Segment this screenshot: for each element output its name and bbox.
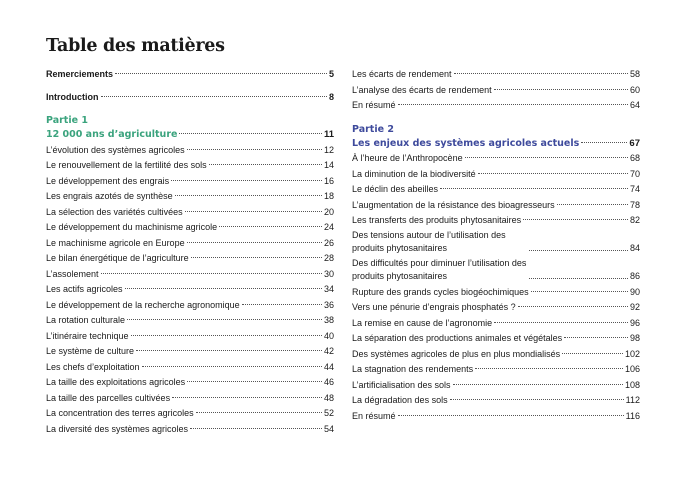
toc-entry[interactable] [352,378,640,394]
toc-entry[interactable] [46,375,334,391]
toc-entry-page: 98 [629,333,640,343]
toc-entry-title: Le développement du machinisme agricole [46,222,218,232]
dot-leader [242,304,322,305]
dot-leader [191,257,322,258]
toc-entry-page: 16 [323,175,334,186]
dot-leader [127,319,322,320]
part2-label: Partie 2 [352,123,394,135]
toc-entry-page: 116 [625,410,640,421]
toc-entry-page: 92 [629,302,640,312]
toc-entry[interactable] [46,422,334,438]
dot-leader [454,73,628,74]
dot-leader [494,89,628,90]
toc-entry-title: Le machinisme agricole en Europe [46,237,185,248]
dot-leader [187,381,322,382]
dot-leader [465,157,628,158]
dot-leader [562,353,623,354]
dot-leader [529,250,628,251]
page-title: Table des matières [46,36,225,56]
toc-entry-title: La taille des parcelles cultivées [46,392,171,403]
toc-entry[interactable] [46,158,334,174]
toc-entry-page: 42 [323,346,334,356]
dot-leader [185,211,322,212]
toc-entry-title: Vers une pénurie d’engrais phosphatés ? [352,302,516,312]
toc-entry-title: Le système de culture [46,346,135,356]
toc-entry-front[interactable] [46,90,334,106]
toc-entry-page: 14 [323,160,334,170]
toc-entry[interactable] [46,251,334,267]
toc-entry[interactable] [352,285,640,301]
toc-entry-page: 70 [629,168,640,179]
toc-entry-title: À l’heure de l’Anthropocène [352,153,463,163]
toc-entry[interactable] [352,182,640,198]
toc-entry[interactable] [352,213,640,229]
dot-leader [557,204,628,205]
toc-entry-page: 82 [629,215,640,225]
toc-entry-page: 20 [323,206,334,217]
dot-leader [475,368,623,369]
dot-leader [190,428,322,429]
toc-entry-page: 96 [629,317,640,328]
toc-entry-page: 54 [323,423,334,434]
toc-entry[interactable] [352,409,640,425]
toc-entry-title: La diminution de la biodiversité [352,168,476,179]
toc-entry-page: 36 [323,299,334,310]
toc-entry[interactable] [352,300,640,316]
toc-entry[interactable] [46,298,334,314]
toc-entry[interactable] [46,329,334,345]
toc-entry-title: Le renouvellement de la fertilité des sols [46,160,207,170]
toc-entry-title: L’assolement [46,268,99,279]
toc-entry-title: La concentration des terres agricoles [46,408,194,418]
toc-entry[interactable] [352,229,640,257]
part1-page: 11 [323,129,334,140]
toc-entry[interactable] [352,393,640,409]
toc-entry-page: 8 [328,91,334,102]
part2-entry-list [352,151,640,424]
dot-leader [581,142,627,143]
dot-leader [523,219,628,220]
toc-entry-title: Les engrais azotés de synthèse [46,191,173,201]
part1-heading[interactable] [46,127,334,143]
toc-entry-page: 90 [629,286,640,297]
dot-leader [171,180,322,181]
dot-leader [531,291,628,292]
toc-entry-page: 58 [629,69,640,79]
toc-entry-title: Le déclin des abeilles [352,184,439,194]
toc-entry-title: L’artificialisation des sols [352,379,451,390]
toc-entry-title: La rotation culturale [46,315,126,325]
dot-leader [564,337,628,338]
toc-entry[interactable] [352,151,640,167]
toc-entry[interactable] [352,83,640,99]
toc-entry-page: 86 [629,270,640,281]
toc-right-column [352,67,640,424]
toc-entry-title: L’analyse des écarts de rendement [352,84,492,95]
toc-entry[interactable] [46,174,334,190]
dot-leader [398,415,624,416]
dot-leader [398,104,628,105]
dot-leader [453,384,623,385]
toc-entry-title: Des tensions autour de l’utilisation des produits phytosanitaires [352,229,506,253]
dot-leader [440,188,628,189]
toc-entry[interactable] [46,344,334,360]
toc-entry[interactable] [46,236,334,252]
toc-entry-page: 48 [323,392,334,403]
toc-entry-title: Rupture des grands cycles biogéochimiques [352,286,529,297]
toc-entry[interactable] [46,143,334,159]
toc-entry-title: Des difficultés pour diminuer l’utilisation des produits phytosanitaires [352,257,527,281]
toc-entry-title: Le développement des engrais [46,175,170,186]
toc-entry-page: 74 [629,184,640,194]
toc-entry-title: Les chefs d’exploitation [46,361,140,372]
toc-entry-page: 78 [629,199,640,210]
toc-entry-page: 64 [629,100,640,110]
toc-entry-page: 102 [624,348,640,359]
dot-leader [131,335,322,336]
toc-entry-page: 38 [323,315,334,325]
dot-leader [125,288,322,289]
dot-leader [478,173,628,174]
toc-entry-page: 112 [625,395,640,405]
toc-entry[interactable] [46,282,334,298]
toc-entry-title: La diversité des systèmes agricoles [46,423,189,434]
dot-leader [494,322,628,323]
part2-title: Les enjeux des systèmes agricoles actuels [352,137,580,149]
toc-entry-title: L’itinéraire technique [46,330,129,341]
toc-entry-page: 40 [323,330,334,341]
dot-leader [187,242,322,243]
toc-entry[interactable] [352,198,640,214]
toc-entry[interactable] [46,391,334,407]
toc-entry-page: 34 [323,284,334,294]
toc-left-column [46,67,334,437]
toc-entry[interactable] [46,406,334,422]
dot-leader [172,397,322,398]
toc-entry-title: Des systèmes agricoles de plus en plus mondialisés [352,348,561,359]
dot-leader [142,366,322,367]
toc-entry-title: La stagnation des rendements [352,364,474,374]
dot-leader [101,96,327,97]
dot-leader [529,278,628,279]
toc-entry-page: 12 [323,144,334,155]
toc-entry-page: 28 [323,253,334,263]
toc-entry-title: En résumé [352,410,396,421]
toc-entry-title: L’évolution des systèmes agricoles [46,144,185,155]
dot-leader [115,73,327,74]
toc-entry-title: La sélection des variétés cultivées [46,206,183,217]
toc-entry[interactable] [352,316,640,332]
part1-title: 12 000 ans d’agriculture [46,129,178,140]
right-top-entry-list [352,67,640,114]
toc-entry-page: 106 [624,364,640,374]
dot-leader [101,273,322,274]
dot-leader [187,149,322,150]
part1-entry-list [46,143,334,438]
toc-entry[interactable] [352,347,640,363]
toc-entry-page: 24 [323,222,334,232]
dot-leader [196,412,322,413]
toc-entry[interactable] [46,220,334,236]
toc-entry-title: Les écarts de rendement [352,69,452,79]
toc-entry-title: Les transferts des produits phytosanitaires [352,215,522,225]
dot-leader [179,133,322,134]
toc-entry-page: 60 [629,84,640,95]
toc-entry[interactable] [46,267,334,283]
part1-label: Partie 1 [46,115,88,126]
toc-entry[interactable] [352,98,640,114]
dot-leader [450,399,624,400]
toc-entry-title: La remise en cause de l’agronomie [352,317,493,328]
toc-entry[interactable] [352,362,640,378]
toc-entry-page: 68 [629,153,640,163]
toc-entry-title: Le développement de la recherche agronomique [46,299,240,310]
dot-leader [518,306,628,307]
toc-entry-title: La séparation des productions animales et végétales [352,333,563,343]
toc-entry-title: Le bilan énergétique de l’agriculture [46,253,189,263]
toc-entry-page: 46 [323,377,334,387]
part2-heading[interactable] [352,136,640,152]
toc-entry[interactable] [352,167,640,183]
dot-leader [219,226,322,227]
toc-entry-title: En résumé [352,100,396,110]
part2-page: 67 [629,137,640,149]
toc-entry[interactable] [352,257,640,285]
toc-entry-page: 44 [323,361,334,372]
toc-entry[interactable] [46,360,334,376]
toc-entry-page: 84 [629,242,640,253]
toc-entry-front[interactable] [46,67,334,83]
toc-entry-page: 108 [624,379,640,390]
toc-entry-page: 18 [323,191,334,201]
toc-entry[interactable] [46,205,334,221]
toc-entry-page: 52 [323,408,334,418]
toc-entry[interactable] [46,313,334,329]
toc-entry-page: 26 [323,237,334,248]
toc-entry[interactable] [46,189,334,205]
dot-leader [175,195,322,196]
toc-entry-title: Les actifs agricoles [46,284,123,294]
dot-leader [136,350,322,351]
toc-entry[interactable] [352,331,640,347]
toc-entry-title: La dégradation des sols [352,395,448,405]
toc-entry-page: 5 [328,69,334,79]
toc-entry-page: 30 [323,268,334,279]
dot-leader [209,164,322,165]
toc-entry-title: Remerciements [46,69,114,79]
toc-entry-title: Introduction [46,91,99,102]
toc-entry-title: L’augmentation de la résistance des bioagresseurs [352,199,555,210]
toc-entry-title: La taille des exploitations agricoles [46,377,186,387]
toc-entry[interactable] [352,67,640,83]
